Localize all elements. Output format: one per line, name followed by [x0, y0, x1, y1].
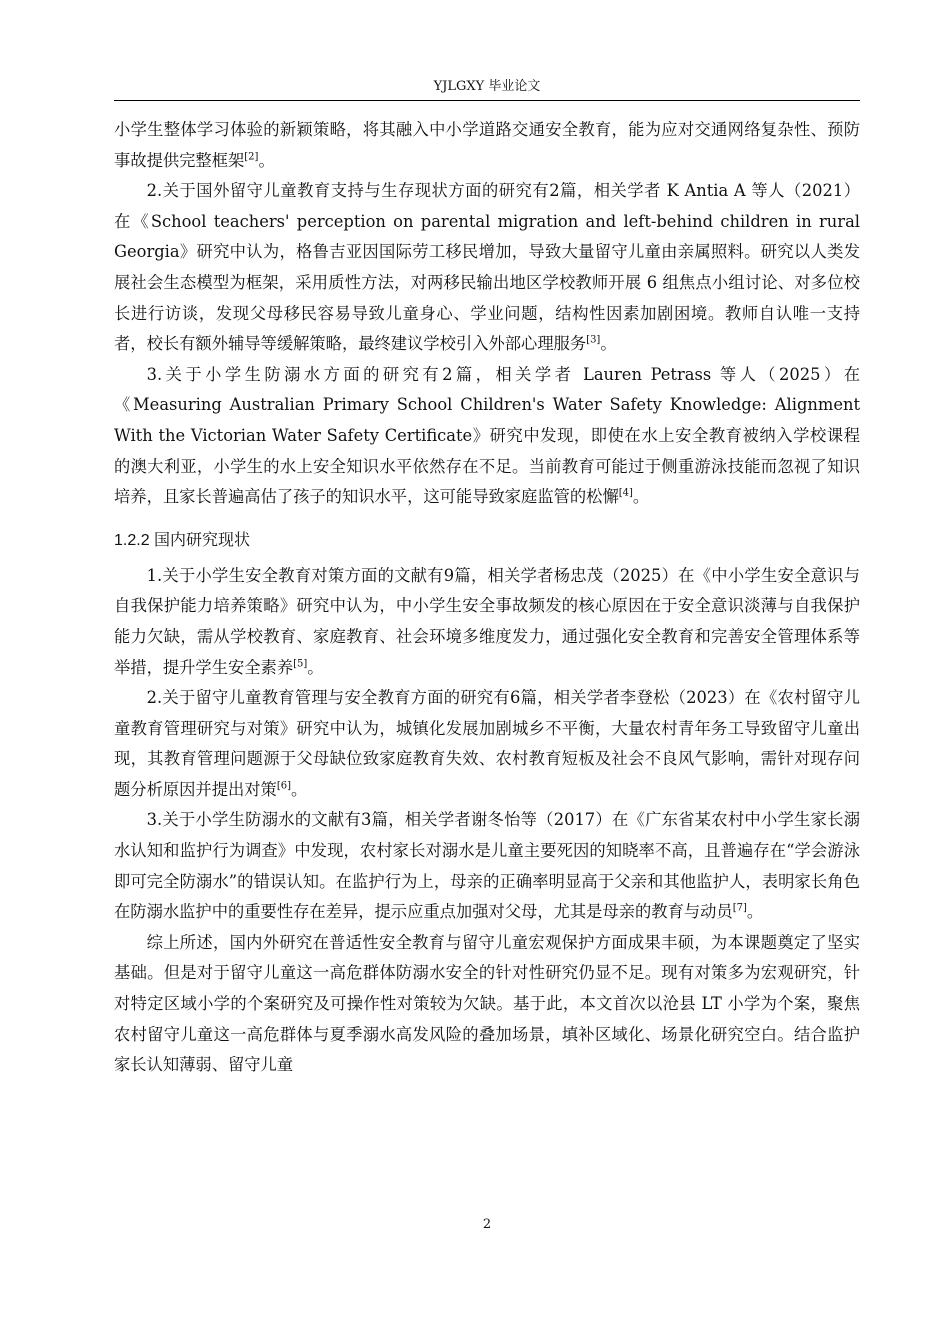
- paragraph-summary: 综上所述，国内外研究在普适性安全教育与留守儿童宏观保护方面成果丰硕，为本课题奠定了坚实基础。但是对于留守儿童这一高危群体防溺水安全的针对性研究仍显不足。现有对策多为宏观研究，针对特定区域小学的个案研究及可操作性对策较为欠缺。基于此，本文首次以沧县 LT 小学为个案，聚焦农村留守儿童这一高危群体与夏季溺水高发风险的叠加场景，填补区域化、场景化研究空白。结合监护家长认知薄弱、留守儿童: [114, 932, 860, 1075]
- citation-marker: [6]: [276, 780, 291, 792]
- paragraph-intl-2: 2.关于国外留守儿童教育支持与生存现状方面的研究有2篇，相关学者 K Antia A 等人（2021） 在《School teachers' perception on parental migration and left-behind children in rural Georgia》研究中认为，格鲁吉亚因国际劳工移民增加，导致大量留守儿童由亲属照料。研究以人类发展社会生态模型为框架，采用质性方法，对两移民输出地区学校教师开展 6 组焦点小组讨论、对多位校长进行访谈，发现父母移民容易导致儿童身心、学业问题，结构性因素加剧困境。教师自认唯一支持者，校长有额外辅导等缓解策略，最终建议学校引入外部心理服务[3]。: [114, 181, 860, 354]
- running-header: YJLGXY 毕业论文: [433, 79, 541, 94]
- header-rule: [114, 100, 860, 101]
- body-text: [114, 115, 860, 1081]
- section-heading: 1.2.2 国内研究现状: [114, 531, 251, 549]
- citation-marker: [2]: [244, 151, 259, 163]
- paragraph-domestic-3: 3.关于小学生防溺水的文献有3篇，相关学者谢冬怡等（2017）在《广东省某农村中小学生家长溺水认知和监护行为调查》中发现，农村家长对溺水是儿童主要死因的知晓率不高，且普遍存在“学会游泳即可完全防溺水”的错误认知。在监护行为上，母亲的正确率明显高于父亲和其他监护人，表明家长角色在防溺水监护中的重要性存在差异，提示应重点加强对父母，尤其是母亲的教育与动员[7]。: [114, 810, 860, 922]
- citation-marker: [7]: [732, 902, 747, 914]
- paragraph-intl-3: 3.关于小学生防溺水方面的研究有2篇，相关学者 Lauren Petrass 等人（2025）在《Measuring Australian Primary School Children's Water Safety Knowledge: Alignment With the Victorian Water Safety Certificate》研究中发现，即使在水上安全教育被纳入学校课程的澳大利亚，小学生的水上安全知识水平依然存在不足。当前教育可能过于侧重游泳技能而忽视了知识培养，且家长普遍高估了孩子的知识水平，这可能导致家庭监管的松懈[4]。: [114, 364, 860, 507]
- paragraph-domestic-2: 2.关于留守儿童教育管理与安全教育方面的研究有6篇，相关学者李登松（2023）在《农村留守儿童教育管理研究与对策》研究中认为，城镇化发展加剧城乡不平衡，大量农村青年务工导致留守儿童出现，其教育管理问题源于父母缺位致家庭教育失效、农村教育短板及社会不良风气影响，需针对现存问题分析原因并提出对策[6]。: [114, 688, 860, 799]
- citation-marker: [4]: [618, 487, 633, 499]
- page-number: 2: [482, 1217, 492, 1232]
- paragraph-domestic-1: 1.关于小学生安全教育对策方面的文献有9篇，相关学者杨忠茂（2025）在《中小学生安全意识与自我保护能力培养策略》研究中认为，中小学生安全事故频发的核心原因在于安全意识淡薄与自我保护能力欠缺，需从学校教育、家庭教育、社会环境多维度发力，通过强化安全教育和完善安全管理体系等举措，提升学生安全素养[5]。: [114, 565, 860, 677]
- paragraph-intl-1: 小学生整体学习体验的新颖策略，将其融入中小学道路交通安全教育，能为应对交通网络复杂性、预防事故提供完整框架[2]。: [114, 120, 860, 170]
- citation-marker: [5]: [293, 658, 308, 670]
- citation-marker: [3]: [586, 334, 601, 346]
